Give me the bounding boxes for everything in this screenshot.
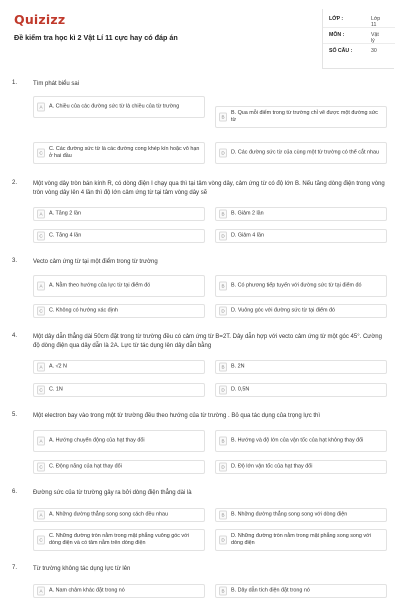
question-number: 7. — [12, 565, 18, 571]
question-text: Một electron bay vào trong một từ trường đều theo hướng của từ trường . Bỏ qua tác dụng của trọng lực thì — [33, 413, 321, 419]
option-d[interactable] — [215, 383, 387, 397]
option-text: A. Nằm theo hướng của lực từ tại điểm đó — [49, 282, 151, 289]
option-text: D. Vuông góc với đường sức từ tại điểm đó — [231, 307, 335, 314]
option-letter-badge: D — [219, 307, 227, 316]
question-text: Đường sức của từ trường gây ra bởi dòng điện thẳng dài là — [33, 490, 192, 496]
option-letter-badge: B — [219, 511, 227, 520]
option-letter-badge: C — [37, 386, 45, 395]
option-c[interactable] — [33, 383, 205, 397]
option-a[interactable] — [33, 584, 205, 598]
question-number: 4. — [12, 333, 18, 339]
question-number: 3. — [12, 258, 18, 264]
option-d[interactable] — [215, 460, 387, 474]
meta-info-box — [322, 9, 394, 69]
option-b[interactable] — [215, 106, 387, 128]
option-text: A. Những đường thẳng song song cách đều nhau — [49, 511, 168, 518]
option-letter-badge: C — [37, 536, 45, 545]
option-text: A. Nam châm khác đặt trong nó — [49, 587, 125, 594]
option-text: A. Tăng 2 lần — [49, 210, 81, 217]
option-a[interactable] — [33, 508, 205, 522]
option-letter-badge: B — [219, 113, 227, 122]
option-letter-badge: A — [37, 103, 45, 112]
option-text: B. 2N — [231, 363, 245, 370]
option-text: A. Hướng chuyển động của hạt thay đổi — [49, 437, 145, 444]
meta-label-class: LỚP : — [329, 16, 344, 22]
option-letter-badge: C — [37, 463, 45, 472]
document-title: Đề kiểm tra học kì 2 Vật Lí 11 cực hay có đáp án — [14, 33, 178, 42]
option-letter-badge: C — [37, 232, 45, 241]
question-text: Từ trường không tác dụng lực từ lên — [33, 566, 131, 572]
option-letter-badge: B — [219, 210, 227, 219]
option-a[interactable] — [33, 207, 205, 221]
option-text: D. Các đường sức từ của cùng một từ trường có thể cắt nhau — [231, 149, 379, 156]
option-letter-badge: D — [219, 536, 227, 545]
option-text: D. Giảm 4 lần — [231, 232, 264, 239]
option-c[interactable] — [33, 460, 205, 474]
option-c[interactable] — [33, 229, 205, 243]
option-text: C. Không có hướng xác định — [49, 307, 118, 314]
meta-value-subject: Vật lý — [371, 32, 379, 44]
meta-divider — [323, 27, 395, 28]
option-text: B. Dây dẫn tích điện đặt trong nó — [231, 587, 310, 594]
option-letter-badge: A — [37, 210, 45, 219]
option-letter-badge: B — [219, 363, 227, 372]
option-text: C. Động năng của hạt thay đổi — [49, 463, 122, 470]
option-letter-badge: A — [37, 363, 45, 372]
option-a[interactable] — [33, 275, 205, 297]
quizizz-logo[interactable]: Quizizz — [14, 12, 66, 27]
option-d[interactable] — [215, 142, 387, 164]
option-text: C. 1N — [49, 386, 63, 393]
option-c[interactable] — [33, 529, 205, 551]
option-text: B. Có phương tiếp tuyến với đường sức từ tại điểm đó — [231, 282, 362, 289]
question-text: Vecto cảm ứng từ tại một điểm trong từ trường — [33, 259, 158, 265]
question-text: Một vòng dây tròn bán kính R, có dòng điện I chạy qua thì tại tâm vòng dây, cảm ứng từ có độ lớn B. Nếu tăng dòng điện trong vòng tròn vòng dây lên 4 lần thì độ lớn cảm ứng từ tại tâm vòng dây sẽ — [33, 181, 385, 196]
option-a[interactable] — [33, 430, 205, 452]
option-b[interactable] — [215, 275, 387, 297]
option-text: C. Những đường tròn nằm trong mặt phẳng vuông góc với dòng điện và có tâm nằm trên dòng điện — [49, 533, 189, 546]
option-text: B. Qua mỗi điểm trong từ trường chỉ vẽ được một đường sức từ — [231, 110, 378, 123]
option-letter-badge: D — [219, 463, 227, 472]
meta-value-class: Lớp 11 — [371, 16, 381, 28]
question-number: 2. — [12, 180, 18, 186]
option-text: C. Các đường sức từ là các đường cong khép kín hoặc vô hạn ở hai đầu — [49, 146, 200, 159]
option-letter-badge: D — [219, 386, 227, 395]
meta-value-count: 30 — [371, 48, 377, 54]
question-number: 6. — [12, 489, 18, 495]
option-b[interactable] — [215, 508, 387, 522]
option-b[interactable] — [215, 430, 387, 452]
option-d[interactable] — [215, 304, 387, 318]
option-letter-badge: A — [37, 282, 45, 291]
question-text: Tìm phát biểu sai — [33, 81, 80, 87]
option-text: A. √2 N — [49, 363, 67, 370]
option-text: D. Những đường tròn nằm trong mặt phẳng song song với dòng điện — [231, 533, 371, 546]
option-letter-badge: B — [219, 282, 227, 291]
option-b[interactable] — [215, 360, 387, 374]
option-text: B. Những đường thẳng song song với dòng điện — [231, 511, 348, 518]
option-text: C. Tăng 4 lần — [49, 232, 82, 239]
question-number: 1. — [12, 80, 18, 86]
option-letter-badge: B — [219, 587, 227, 596]
option-letter-badge: C — [37, 307, 45, 316]
header — [0, 0, 400, 70]
option-d[interactable] — [215, 529, 387, 551]
meta-label-count: SỐ CÂU : — [329, 48, 353, 54]
option-d[interactable] — [215, 229, 387, 243]
option-c[interactable] — [33, 142, 205, 164]
option-letter-badge: A — [37, 587, 45, 596]
option-letter-badge: A — [37, 437, 45, 446]
option-letter-badge: C — [37, 149, 45, 158]
option-text: A. Chiều của các đường sức từ là chiều của từ trường — [49, 103, 180, 110]
option-text: B. Hướng và độ lớn của vận tốc của hạt không thay đổi — [231, 437, 364, 444]
option-letter-badge: B — [219, 437, 227, 446]
option-c[interactable] — [33, 304, 205, 318]
option-a[interactable] — [33, 360, 205, 374]
option-b[interactable] — [215, 584, 387, 598]
option-a[interactable] — [33, 96, 205, 118]
meta-divider — [323, 43, 395, 44]
question-number: 5. — [12, 412, 18, 418]
option-b[interactable] — [215, 207, 387, 221]
option-letter-badge: D — [219, 149, 227, 158]
question-text: Một dây dẫn thẳng dài 50cm đặt trong từ trường đều có cảm ứng từ B=2T. Dây dẫn hợp với vecto cảm ứng từ một góc 45°. Cường độ dòng điện qua dây dẫn là 2A. Lực từ tác dụng lên dây dẫn bằng — [33, 334, 382, 349]
option-text: D. 0,5N — [231, 386, 250, 393]
option-text: D. Độ lớn vận tốc của hạt thay đổi — [231, 463, 313, 470]
option-letter-badge: A — [37, 511, 45, 520]
meta-label-subject: MÔN : — [329, 32, 345, 38]
option-text: B. Giảm 2 lần — [231, 210, 264, 217]
option-letter-badge: D — [219, 232, 227, 241]
